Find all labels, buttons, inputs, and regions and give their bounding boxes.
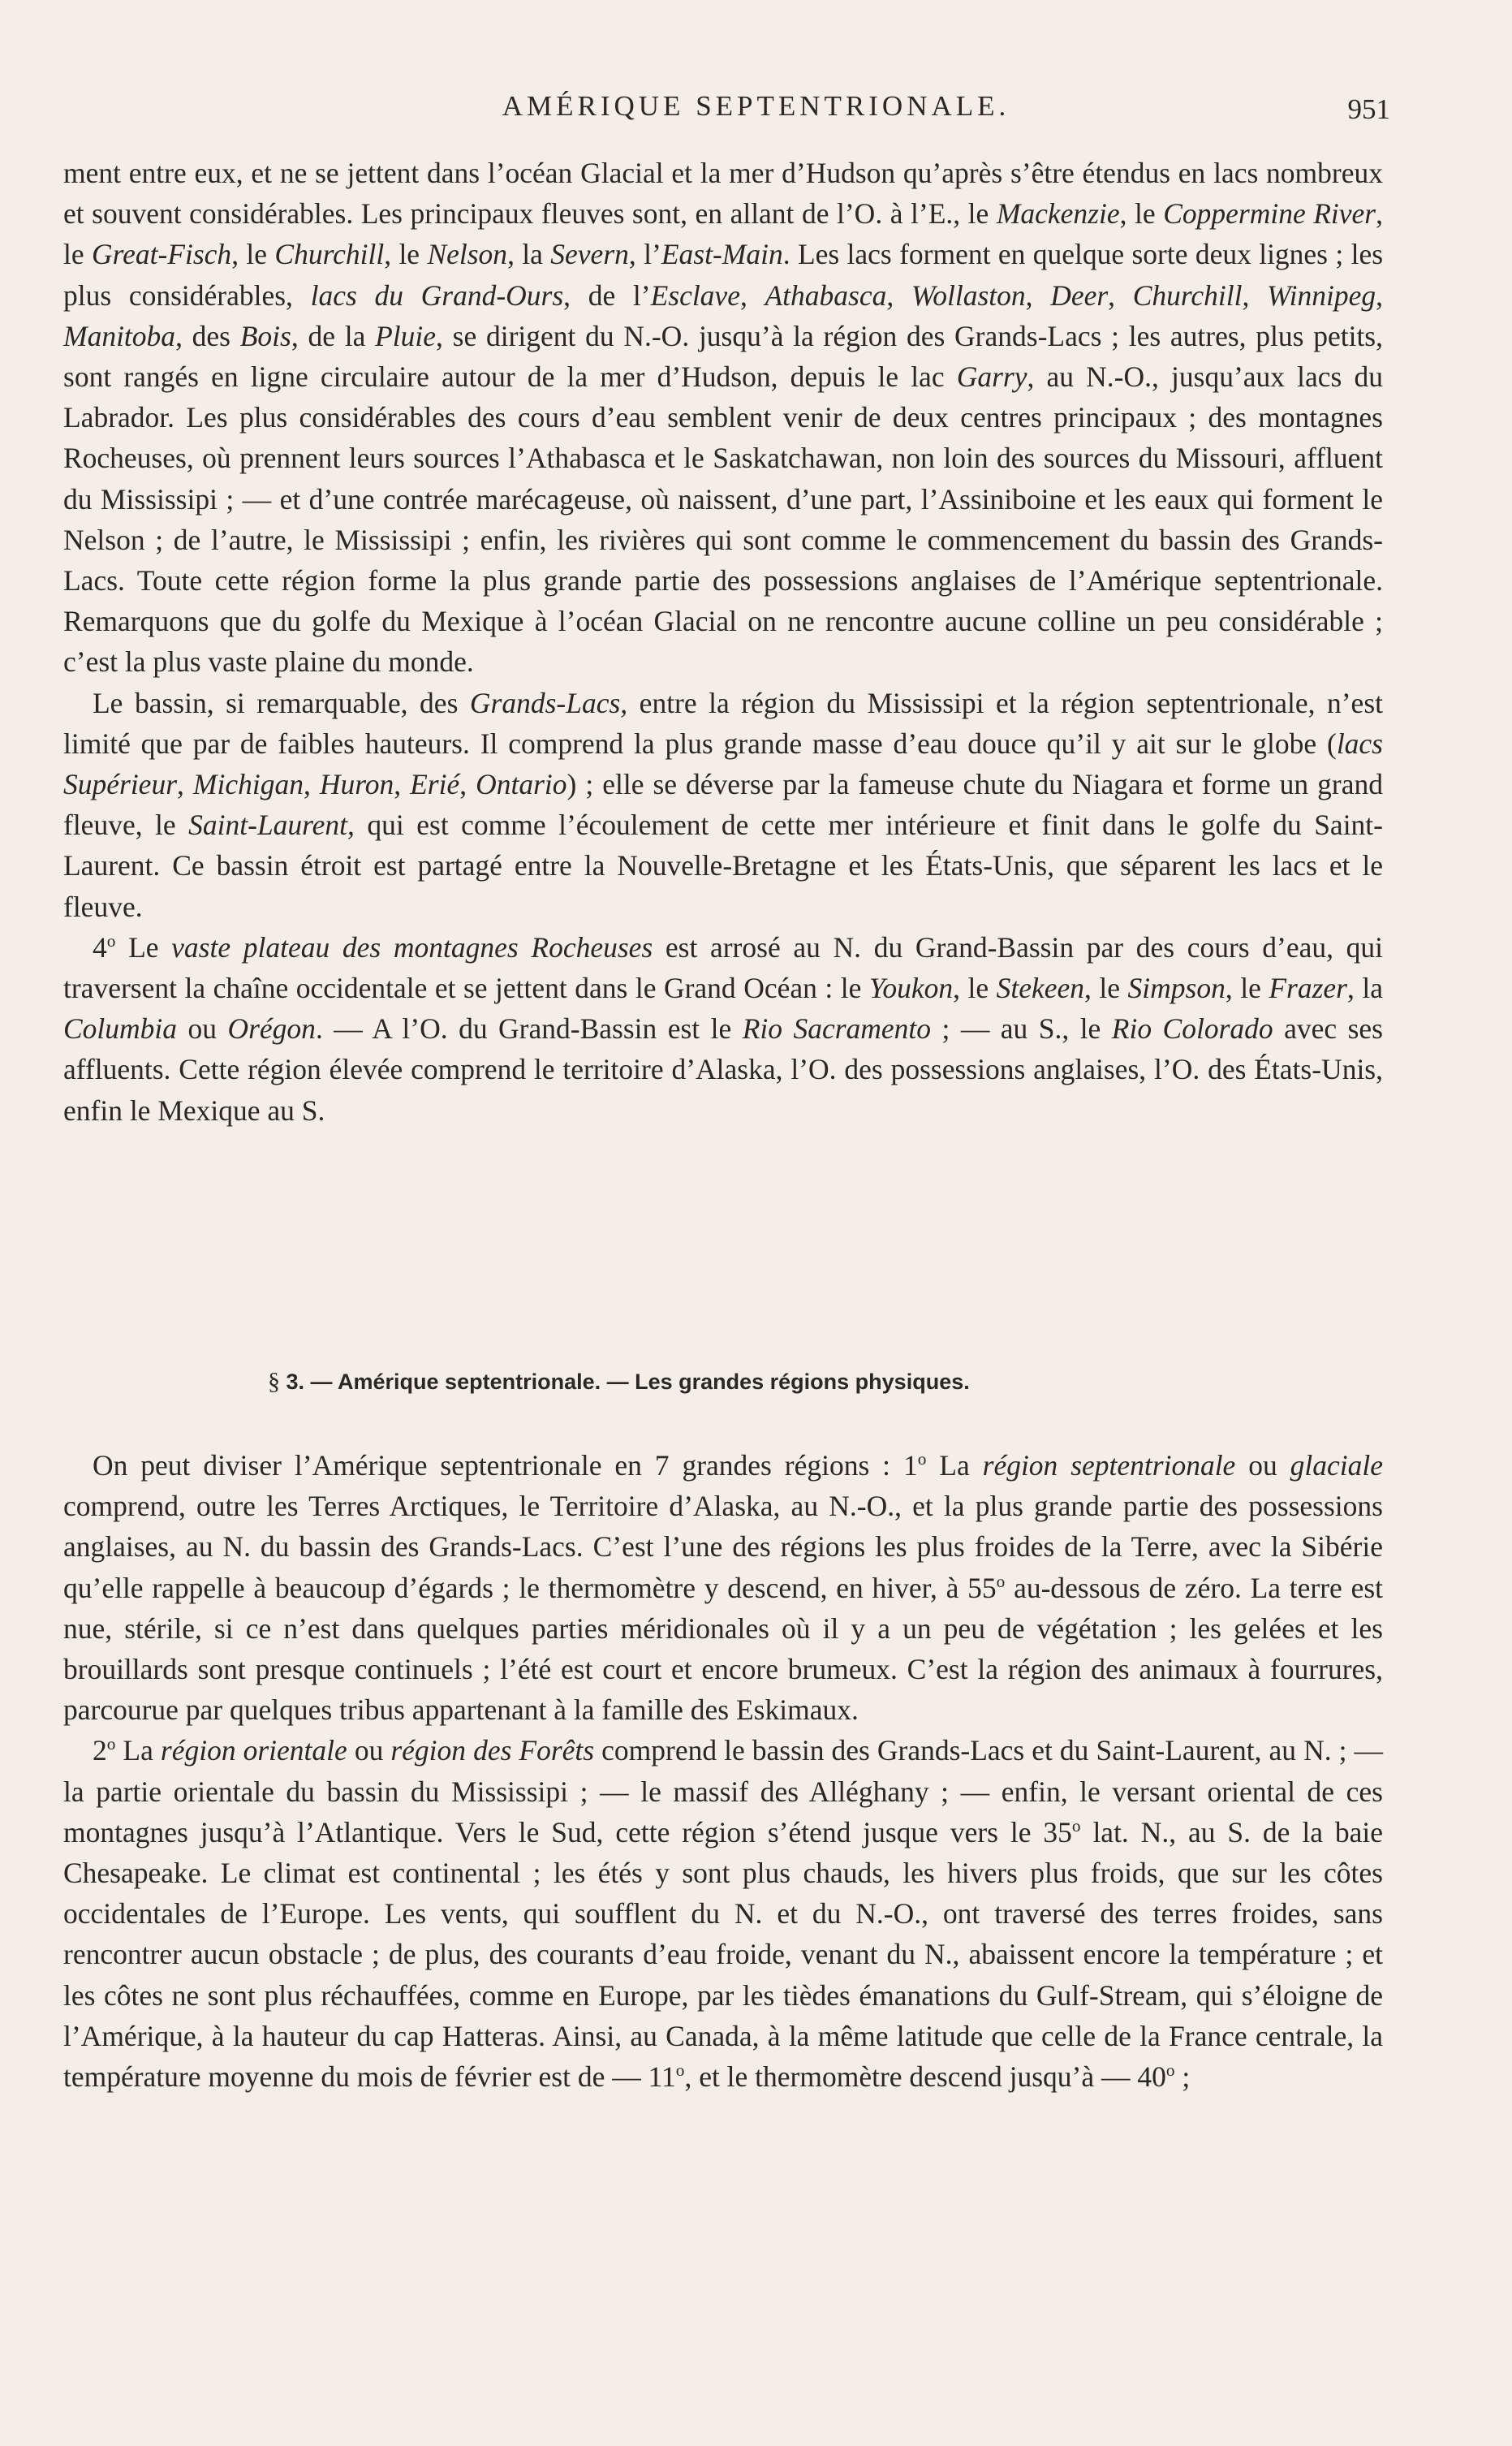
italic-term: Severn (550, 238, 629, 271)
text-run: lat. N., au S. de la baie Chesapeake. Le climat est continental ; les étés y sont plus chauds, les hivers plus froids, que sur les côtes occidentales de l’Europe. Les vents, qui soufflent du N. et du N.-O., ont traversé des terres froides, sans rencontrer aucun obstacle ; de plus, des courants d’eau froide, venant du N., abaissent encore la température ; et les côtes ne sont plus réchauffées, comme en Europe, par les tièdes émanations du Gulf-Stream, qui s’éloigne de l’Amérique, à la hauteur du cap Hatteras. Ainsi, au Canada, à la même latitude que celle de la France centrale, la température moyenne du mois de février est de — 11 (63, 1815, 1383, 2094)
italic-term: lacs Supérieur (63, 727, 1383, 801)
text-run: , des (175, 319, 240, 352)
text-run: ou (177, 1012, 228, 1046)
italic-term: Garry (956, 360, 1027, 394)
text-block-lower (63, 1445, 1383, 2097)
text-run: Le bassin, si remarquable, des (93, 686, 470, 719)
italic-term: Frazer (1269, 972, 1347, 1005)
text-run: ou (347, 1734, 391, 1767)
text-run: qui est comme l’écoulement de cette mer intérieure et finit dans le golfe du Saint-Laurent. Ce bassin étroit est partagé entre la Nouvelle-Bretagne et les États-Unis, que séparent les lacs et le fleuve. (63, 809, 1383, 923)
italic-term: région orientale (160, 1734, 347, 1767)
italic-term: Deer (1050, 278, 1109, 312)
text-run: . Les lacs forment en quelque sorte deux lignes ; les plus considérables, (63, 238, 1384, 312)
text-run: , le (1084, 972, 1128, 1005)
text-run: au-dessous de zéro. La terre est nue, stérile, si ce n’est dans quelques parties méridionales où il y a un peu de végétation ; les gelées et les brouillards sont presque continuels ; l’été est court et encore brumeux. C’est la région des animaux à fourrures, parcourue par quelques tribus appartenant à la famille des Eskimaux. (63, 1571, 1384, 1727)
text-run: , (459, 768, 476, 801)
text-run: , (1242, 278, 1268, 312)
text-run: , le (1119, 197, 1164, 231)
text-run: ment entre eux, et ne se jettent dans l’océan Glacial et la mer d’Hudson qu’après s’être étendus en lacs nombreux et souvent considérables. Les principaux fleuves sont, en allant de l’O. à l’E., le (63, 157, 1383, 231)
section-heading-text: 3. — Amérique septentrionale. — Les grandes régions physiques. (280, 1370, 970, 1394)
running-title: AMÉRIQUE SEPTENTRIONALE. (502, 90, 1010, 122)
italic-term: Winnipeg (1267, 278, 1376, 312)
text-run: , (1376, 278, 1384, 312)
text-run: , (1025, 278, 1051, 312)
text-run: , l’ (628, 238, 661, 271)
italic-term: Churchill (274, 238, 385, 271)
italic-term: vaste plateau des montagnes Rocheuses (171, 930, 653, 964)
superscript: o (1165, 2060, 1175, 2081)
paragraph-region-septentrionale (63, 1445, 1383, 1730)
text-run: , la (1347, 972, 1383, 1005)
italic-term: Erié (410, 768, 460, 801)
text-run: , (739, 278, 765, 312)
italic-term: Columbia (63, 1012, 178, 1046)
superscript: o (917, 1449, 927, 1469)
italic-term: Esclave (650, 278, 740, 312)
text-run: est arrosé au N. du Grand-Bassin par des cours d’eau, qui traversent la chaîne occidentale et se jettent dans le Grand Océan : le (63, 930, 1383, 1005)
paragraph-grands-lacs (63, 683, 1383, 927)
italic-term: région septentrionale (982, 1449, 1236, 1482)
text-run: , de la (291, 319, 376, 352)
text-run: 2 (93, 1734, 107, 1767)
italic-term: Simpson (1127, 972, 1226, 1005)
italic-term: Pluie (375, 319, 437, 352)
text-run: ; (1174, 2060, 1191, 2094)
text-run: , le (384, 238, 428, 271)
italic-term: Manitoba (63, 319, 176, 352)
italic-term: Churchill (1132, 278, 1243, 312)
text-run: , le (953, 972, 997, 1005)
section-sign: § (268, 1368, 280, 1395)
italic-term: Nelson (427, 238, 508, 271)
text-run: Le (115, 930, 172, 964)
italic-term: Saint-Laurent, (188, 809, 355, 842)
superscript: o (106, 1734, 116, 1754)
text-run: , (303, 768, 320, 801)
italic-term: Stekeen (996, 972, 1084, 1005)
text-run: , la (507, 238, 551, 271)
text-run: , (1108, 278, 1133, 312)
italic-term: lacs du Grand-Ours (310, 278, 564, 312)
italic-term: East-Main (661, 238, 783, 271)
text-run: La (926, 1449, 983, 1482)
italic-term: région des Forêts (390, 1734, 595, 1767)
superscript: o (106, 931, 116, 951)
paragraph-plateau-rocheuses (63, 927, 1383, 1131)
italic-term: Coppermine River (1163, 197, 1376, 231)
running-head (0, 88, 1512, 125)
italic-term: Great-Fisch (91, 238, 232, 271)
text-run: , de l’ (563, 278, 651, 312)
text-run: avec ses affluents. Cette région élevée comprend le territoire d’Alaska, l’O. des possessions anglaises, l’O. des États-Unis, enfin le Mexique au S. (63, 1012, 1383, 1127)
text-run: , au N.-O., jusqu’aux lacs du Labrador. Les plus considérables des cours d’eau semblent venir de deux centres principaux ; des montagnes Rocheuses, où prennent leurs sources l’Athabasca et le Saskatchawan, non loin des sources du Missouri, affluent du Mississipi ; — et d’une contrée marécageuse, où naissent, d’une part, l’Assiniboine et les eaux qui forment le Nelson ; de l’autre, le Mississipi ; enfin, les rivières qui sont comme le commencement du bassin des Grands-Lacs. Toute cette région forme la plus grande partie des possessions anglaises de l’Amérique septentrionale. Remarquons que du golfe du Mexique à l’océan Glacial on ne rencontre aucune colline un peu considérable ; c’est la plus vaste plaine du monde. (63, 360, 1383, 679)
superscript: o (996, 1571, 1006, 1591)
text-run: , (394, 768, 411, 801)
italic-term: Rio Colorado (1111, 1012, 1273, 1046)
text-run: . — A l’O. du Grand-Bassin est le (315, 1012, 743, 1046)
text-run: , le (231, 238, 275, 271)
italic-term: Wollaston (911, 278, 1026, 312)
italic-term: glaciale (1290, 1449, 1383, 1482)
superscript: o (1071, 1816, 1081, 1836)
paragraph-continuation (63, 153, 1383, 683)
italic-term: Youkon (868, 972, 954, 1005)
text-run: comprend, outre les Terres Arctiques, le Territoire d’Alaska, au N.-O., et la plus grande partie des possessions anglaises, au N. du bassin des Grands-Lacs. C’est l’une des régions les plus froides de la Terre, avec la Sibérie qu’elle rappelle à beaucoup d’égards ; le thermomètre y descend, en hiver, à 55 (63, 1490, 1383, 1604)
page-number: 951 (1347, 93, 1390, 125)
text-run: ) ; elle se déverse par la fameuse chute du Niagara et forme un grand fleuve, le (63, 768, 1384, 842)
text-run: , le (1225, 972, 1269, 1005)
text-run: La (115, 1734, 161, 1767)
text-run: comprend le bassin des Grands-Lacs et du Saint-Laurent, au N. ; — la partie orientale du bassin du Mississipi ; — le massif des Alléghany ; — enfin, le versant oriental de ces montagnes jusqu’à l’Atlantique. Vers le Sud, cette région s’étend jusque vers le 35 (63, 1734, 1383, 1849)
text-run: , (177, 768, 193, 801)
italic-term: Michigan (192, 768, 304, 801)
text-run: 4 (93, 930, 107, 964)
text-run: , (886, 278, 911, 312)
text-run: , se dirigent du N.-O. jusqu’à la région des Grands-Lacs ; les autres, plus petits, sont rangés en ligne circulaire autour de la mer d’Hudson, depuis le lac (63, 319, 1383, 394)
italic-term: Orégon (227, 1012, 316, 1046)
section-heading (268, 1365, 1323, 1398)
italic-term: Mackenzie (996, 197, 1120, 231)
italic-term: Grands-Lacs, (469, 686, 628, 719)
paragraph-region-orientale (63, 1730, 1383, 2097)
text-block-upper (63, 153, 1383, 1131)
superscript: o (675, 2060, 685, 2081)
italic-term: Ontario (476, 768, 567, 801)
text-run: , le (63, 197, 1383, 271)
text-run: On peut diviser l’Amérique septentrionale en 7 grandes régions : 1 (93, 1449, 918, 1482)
text-run: entre la région du Mississipi et la région septentrionale, n’est limité que par de faibles hauteurs. Il comprend la plus grande masse d’eau douce qu’il y ait sur le globe ( (63, 686, 1383, 760)
italic-term: Rio Sacramento (742, 1012, 932, 1046)
text-run: ; — au S., le (931, 1012, 1112, 1046)
italic-term: Athabasca (765, 278, 887, 312)
italic-term: Bois (239, 319, 291, 352)
text-run: ou (1235, 1449, 1290, 1482)
italic-term: Huron (319, 768, 394, 801)
text-run: , et le thermomètre descend jusqu’à — 40 (684, 2060, 1166, 2094)
